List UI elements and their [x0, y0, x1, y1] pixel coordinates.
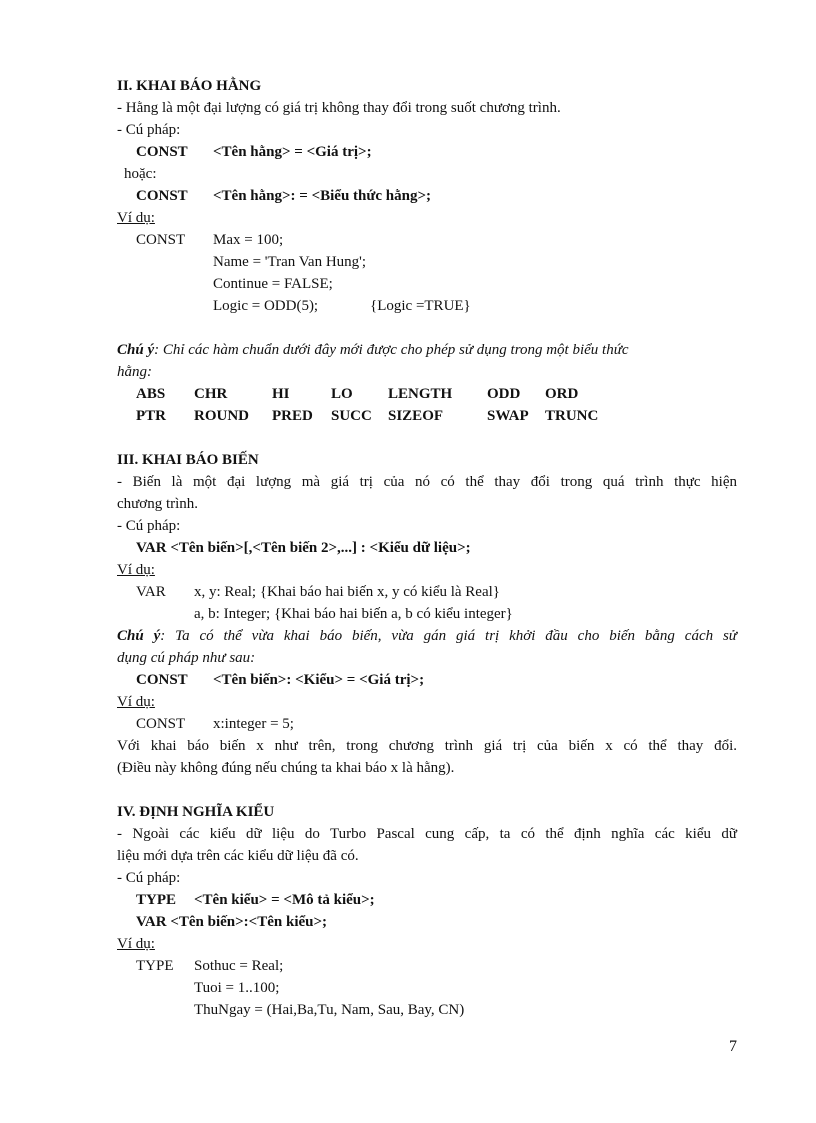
paragraph: chương trình.	[117, 496, 199, 512]
function-name: LO	[331, 386, 353, 402]
function-name: SUCC	[331, 408, 372, 424]
code-line: Name = 'Tran Van Hung';	[213, 254, 367, 270]
code-comment: {Logic =TRUE}	[370, 298, 471, 314]
code-line: Sothuc = Real;	[194, 958, 284, 974]
paragraph: Với khai báo biến x như trên, trong chương trình giá trị của biến x có thể thay đổi.	[117, 738, 737, 754]
note-text: : Ta có thể vừa khai báo biến, vừa gán giá trị khởi đầu cho biến bằng cách sử	[160, 628, 737, 644]
example-label: Ví dụ:	[117, 210, 155, 226]
note-label: Chú ý	[117, 628, 161, 644]
function-name: PRED	[272, 408, 313, 424]
syntax-line: VAR <Tên biến>[,<Tên biến 2>,...] : <Kiểu dữ liệu>;	[136, 540, 471, 556]
code-line: x, y: Real; {Khai báo hai biến x, y có kiểu là Real}	[194, 584, 500, 600]
code-line: Tuoi = 1..100;	[194, 980, 280, 996]
paragraph: (Điều này không đúng nếu chúng ta khai báo x là hằng).	[117, 760, 455, 776]
syntax-line: <Tên hằng> = <Giá trị>;	[213, 144, 372, 160]
keyword: CONST	[136, 144, 188, 160]
function-name: TRUNC	[545, 408, 599, 424]
syntax-line: <Tên biến>: <Kiểu> = <Giá trị>;	[213, 672, 425, 688]
function-name: LENGTH	[388, 386, 453, 402]
keyword: CONST	[136, 232, 186, 248]
note-line	[117, 340, 629, 360]
example-label: Ví dụ:	[117, 562, 155, 578]
code-line: a, b: Integer; {Khai báo hai biến a, b có kiểu integer}	[194, 606, 513, 622]
note-line	[117, 626, 737, 646]
example-label: Ví dụ:	[117, 936, 155, 952]
note-label: Chú ý	[117, 342, 155, 358]
function-name: ODD	[487, 386, 521, 402]
keyword: CONST	[136, 716, 186, 732]
paragraph: - Ngoài các kiểu dữ liệu do Turbo Pascal cung cấp, ta có thể định nghĩa các kiểu dữ	[117, 826, 737, 842]
code-line: x:integer = 5;	[213, 716, 294, 732]
syntax-label: - Cú pháp:	[117, 870, 181, 886]
function-name: SWAP	[487, 408, 529, 424]
syntax-label: - Cú pháp:	[117, 122, 181, 138]
function-name: SIZEOF	[388, 408, 444, 424]
syntax-label: - Cú pháp:	[117, 518, 181, 534]
section-heading-type-definition: IV. ĐỊNH NGHĨA KIỂU	[117, 804, 275, 820]
syntax-line: <Tên hằng>: = <Biểu thức hằng>;	[213, 188, 432, 204]
function-name: ROUND	[194, 408, 249, 424]
note-line: dụng cú pháp như sau:	[117, 650, 256, 666]
section-heading-variables: III. KHAI BÁO BIẾN	[117, 452, 259, 468]
function-name: HI	[272, 386, 290, 402]
function-name: CHR	[194, 386, 228, 402]
code-line: Max = 100;	[213, 232, 284, 248]
section-heading-constants: II. KHAI BÁO HẰNG	[117, 78, 262, 94]
paragraph: - Biến là một đại lượng mà giá trị của nó có thể thay đổi trong quá trình thực hiện	[117, 474, 737, 490]
keyword: TYPE	[136, 892, 177, 908]
code-line: Continue = FALSE;	[213, 276, 333, 292]
function-name: PTR	[136, 408, 166, 424]
note-line: hằng:	[117, 364, 152, 380]
example-label: Ví dụ:	[117, 694, 155, 710]
paragraph: - Hằng là một đại lượng có giá trị không thay đổi trong suốt chương trình.	[117, 100, 561, 116]
function-name: ORD	[545, 386, 579, 402]
paragraph: liệu mới dựa trên các kiểu dữ liệu đã có.	[117, 848, 359, 864]
keyword: TYPE	[136, 958, 174, 974]
keyword: VAR	[136, 584, 166, 600]
code-line: ThuNgay = (Hai,Ba,Tu, Nam, Sau, Bay, CN)	[194, 1002, 465, 1018]
note-text: : Chỉ các hàm chuẩn dưới đây mới được cho phép sử dụng trong một biểu thức	[154, 342, 629, 358]
syntax-line: <Tên kiểu> = <Mô tả kiểu>;	[194, 892, 375, 908]
syntax-line: VAR <Tên biến>:<Tên kiểu>;	[136, 914, 328, 930]
keyword: CONST	[136, 188, 188, 204]
function-name: ABS	[136, 386, 166, 402]
code-line: Logic = ODD(5);	[213, 298, 319, 314]
page-number: 7	[729, 1038, 737, 1055]
or-label: hoặc:	[124, 166, 157, 182]
keyword: CONST	[136, 672, 188, 688]
